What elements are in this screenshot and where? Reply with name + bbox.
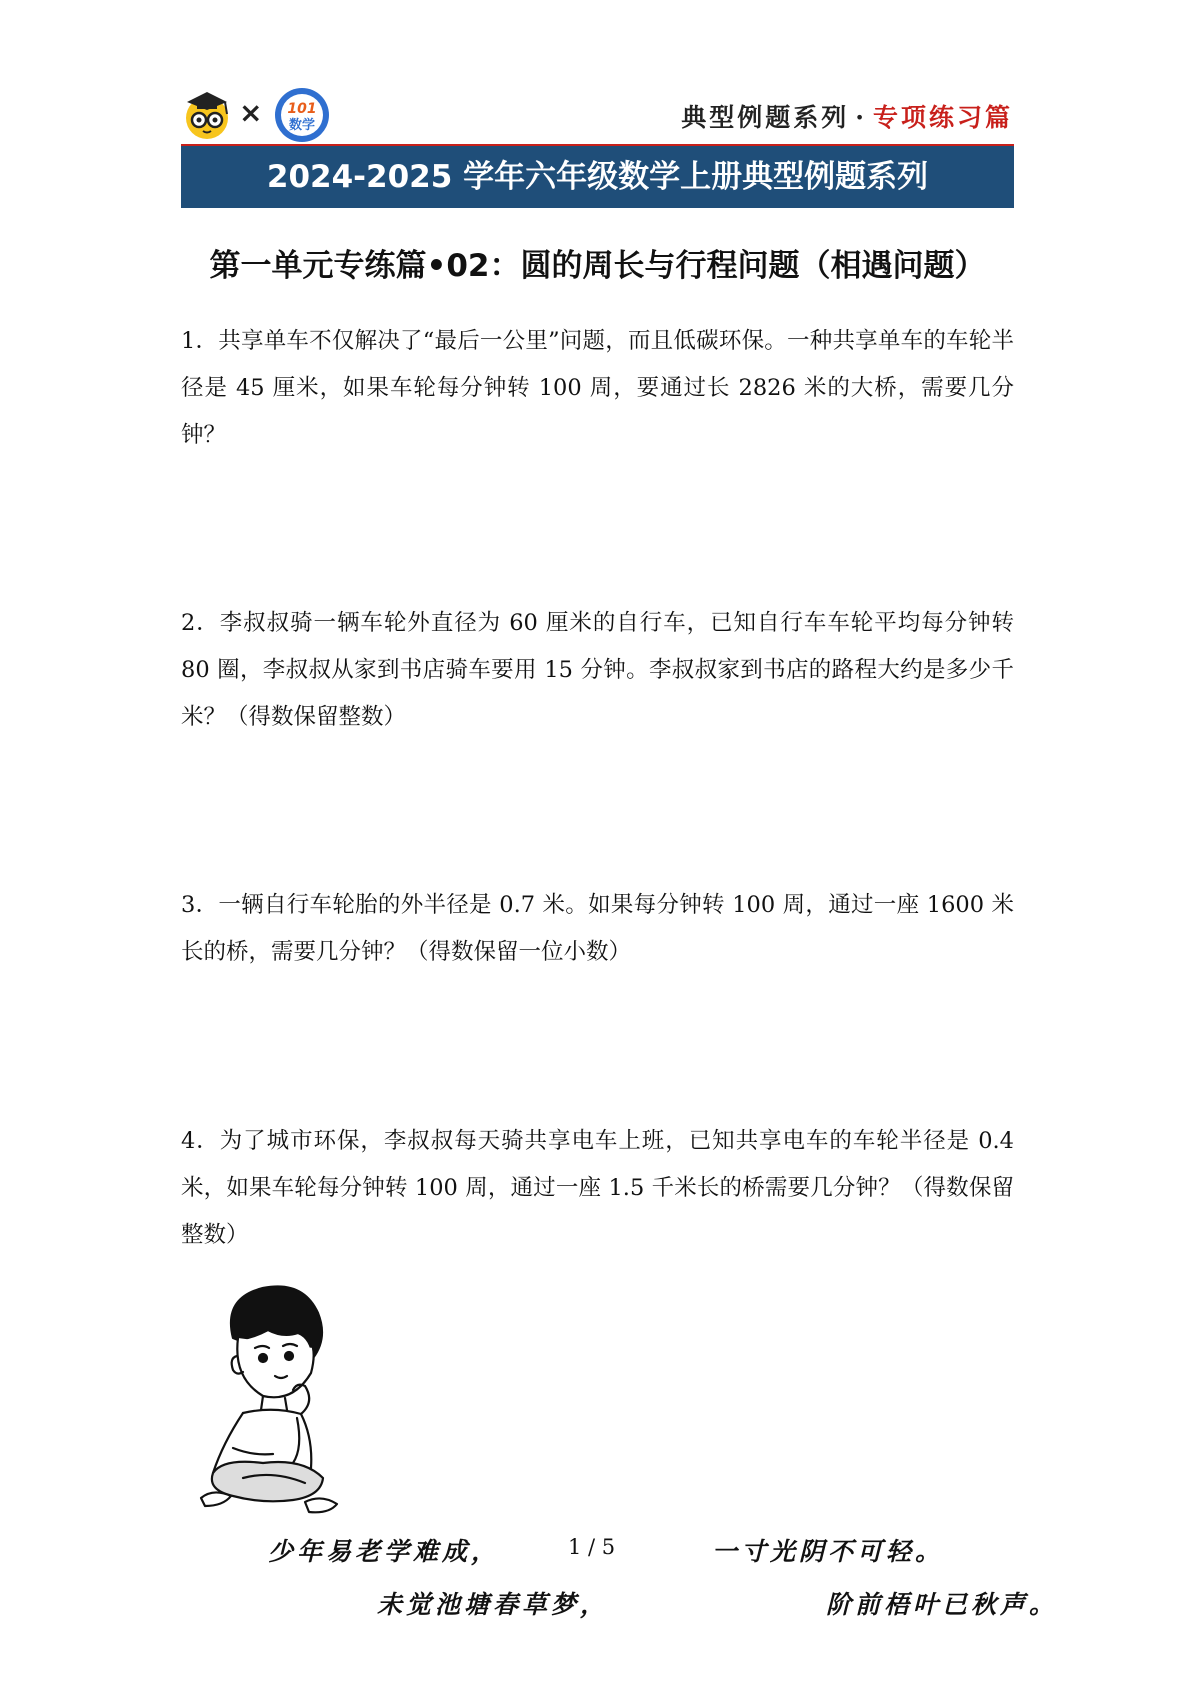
poem-line-4: 阶前梧叶已秋声。	[826, 1590, 1059, 1619]
logo-text-math: 数学	[288, 118, 316, 133]
question-1: 1．共享单车不仅解决了“最后一公里”问题，而且低碳环保。一种共享单车的车轮半径是 45 厘米，如果车轮每分钟转 100 周，要通过长 2826 米的大桥，需要几分钟？	[181, 328, 1014, 448]
banner-title: 2024-2025 学年六年级数学上册典型例题系列	[181, 146, 1014, 208]
series-label	[681, 98, 1013, 134]
poem-line-3: 未觉池塘春草梦，	[377, 1590, 610, 1619]
poem-line-2: 一寸光阴不可轻。	[712, 1537, 945, 1566]
question-3: 3．一辆自行车轮胎的外半径是 0.7 米。如果每分钟转 100 周，通过一座 1600 米长的桥，需要几分钟？（得数保留一位小数）	[181, 892, 1014, 965]
question-4: 4．为了城市环保，李叔叔每天骑共享电车上班，已知共享电车的车轮半径是 0.4 米，如果车轮每分钟转 100 周，通过一座 1.5 千米长的桥需要几分钟？（得数保留整数）	[181, 1128, 1014, 1248]
page-number: 1 / 5	[568, 1535, 616, 1559]
page-header	[181, 84, 1013, 144]
math101-logo-icon	[273, 86, 331, 144]
logo-text-101: 101	[287, 101, 317, 117]
scholar-owl-logo-icon	[181, 88, 233, 140]
thinking-boy-illustration	[193, 1278, 343, 1520]
question-2: 2．李叔叔骑一辆车轮外直径为 60 厘米的自行车，已知自行车车轮平均每分钟转 80 圈，李叔叔从家到书店骑车要用 15 分钟。李叔叔家到书店的路程大约是多少千米？（得数保留整数）	[181, 610, 1014, 730]
series-right-text: 专项练习篇	[872, 103, 1013, 132]
poem-line-1: 少年易老学难成，	[268, 1537, 501, 1566]
series-left-text: 典型例题系列	[681, 103, 850, 132]
series-dot: ·	[855, 103, 867, 132]
times-sign: ×	[239, 96, 263, 129]
unit-title: 第一单元专练篇•02：圆的周长与行程问题（相遇问题）	[209, 248, 986, 284]
